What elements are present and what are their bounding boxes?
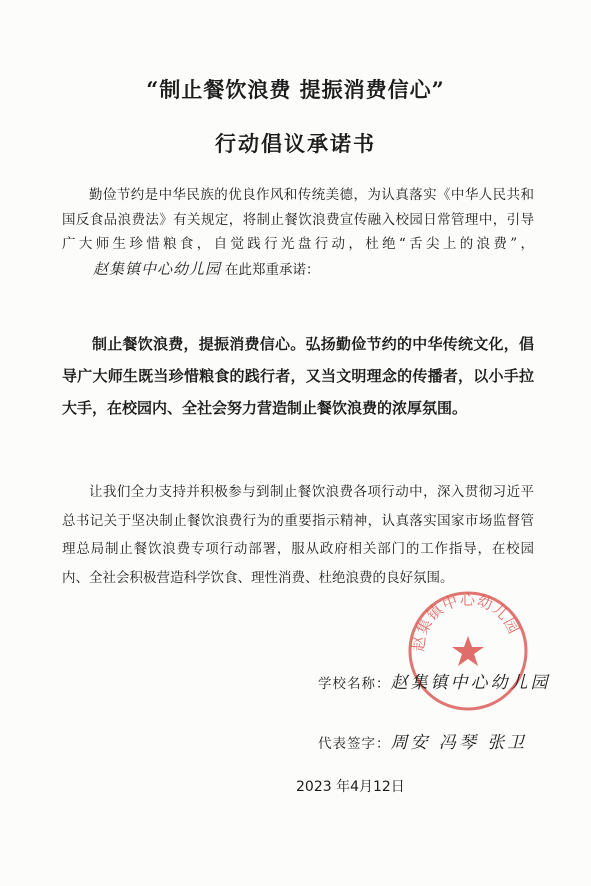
paragraph-intro-text: 勤俭节约是中华民族的优良作风和传统美德，为认真落实《中华人民共和国反食品浪费法》有关规定，将制止餐饮浪费宣传融入校园日常管理中，引导广大师生珍惜粮食，自觉践行光盘行动，杜绝“舌尖上的浪费”，: [62, 187, 534, 252]
document-subtitle: 行动倡议承诺书: [215, 131, 376, 156]
school-name-signature-row: [318, 668, 551, 693]
seal-text: 赵集镇中心幼儿园: [409, 590, 524, 653]
school-name-label: 学校名称：: [318, 676, 391, 692]
representative-signature-row: [318, 728, 527, 753]
paragraph-intro: [62, 183, 534, 282]
signing-date: 2023 年4月12日: [296, 779, 405, 795]
paragraph-call-to-action: 让我们全力支持并积极参与到制止餐饮浪费各项行动中，深入贯彻习近平总书记关于坚决制止餐饮浪费行为的重要指示精神，认真落实国家市场监督管理总局制止餐饮浪费专项行动部署，服从政府相关部门的工作指导，在校园内、全社会积极营造科学饮食、理性消费、杜绝浪费的良好氛围。: [62, 484, 534, 586]
handwritten-school-name: 赵集镇中心幼儿园: [93, 259, 222, 278]
official-seal-stamp: [405, 588, 531, 714]
representative-signatures: 周安 冯琴 张卫: [390, 733, 528, 753]
school-name-handwritten: 赵集镇中心幼儿园: [390, 673, 551, 693]
representative-label: 代表签字：: [318, 736, 391, 752]
paragraph-intro-ending: 在此郑重承诺：: [225, 261, 320, 278]
paragraph-pledge: 制止餐饮浪费，提振消费信心。弘扬勤俭节约的中华传统文化，倡导广大师生既当珍惜粮食的践行者，又当文明理念的传播者，以小手拉大手，在校园内、全社会努力营造制止餐饮浪费的浓厚氛围。: [62, 335, 534, 417]
document-title: “制止餐饮浪费 提振消费信心”: [146, 77, 445, 102]
